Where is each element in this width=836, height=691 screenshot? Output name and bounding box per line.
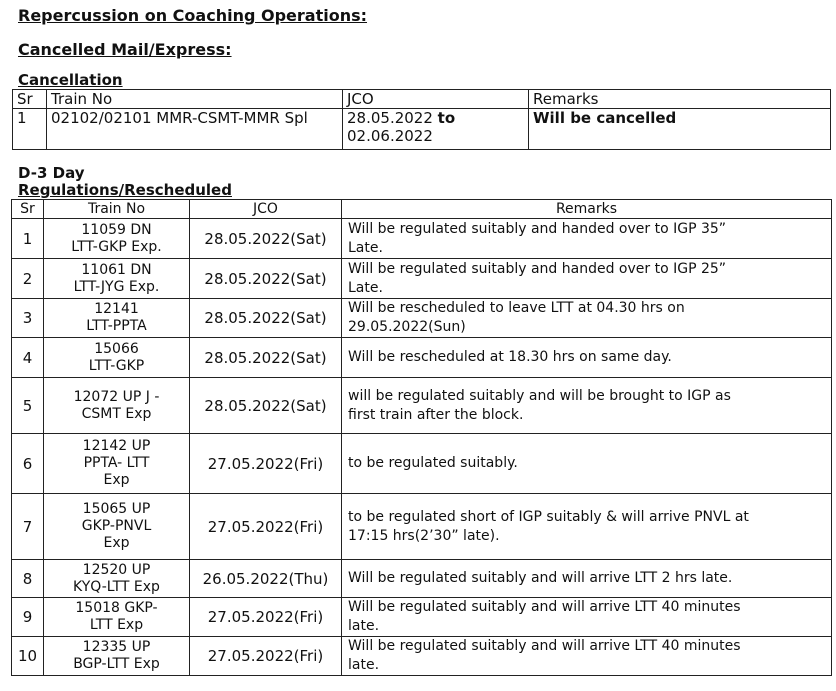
cell-sr: 7 (12, 494, 44, 560)
header-train-no: Train No (44, 200, 190, 219)
header-remarks: Remarks (529, 90, 831, 109)
cell-remarks (342, 299, 832, 338)
table-row (12, 299, 832, 338)
remarks-line: will be regulated suitably and will be brought to IGP as (348, 387, 731, 404)
header-jco: JCO (343, 90, 529, 109)
cell-jco (343, 109, 529, 150)
train-line: 12141 (94, 301, 139, 317)
train-line: KYQ-LTT Exp (73, 578, 160, 595)
cell-jco: 27.05.2022(Fri) (190, 434, 342, 494)
cell-remarks (342, 259, 832, 299)
main-heading: Repercussion on Coaching Operations: (18, 6, 368, 25)
cell-jco: 27.05.2022(Fri) (190, 637, 342, 676)
remarks-line: Will be regulated suitably and handed over to IGP 25” (348, 260, 727, 277)
cell-remarks (342, 219, 832, 259)
remarks-line: Will be regulated suitably and will arrive LTT 2 hrs late. (348, 570, 733, 586)
train-line: LTT Exp (89, 617, 144, 633)
day-heading: D-3 Day (18, 164, 85, 182)
remarks-line: Will be rescheduled at 18.30 hrs on same day. (348, 349, 672, 365)
train-line: 12072 UP J - (73, 388, 160, 405)
remarks-line: Late. (348, 239, 383, 256)
cell-sr: 2 (12, 259, 44, 299)
cell-sr: 1 (12, 219, 44, 259)
cell-train-no (44, 219, 190, 259)
regulations-table (11, 199, 832, 676)
train-line: 15066 (94, 340, 139, 357)
cell-sr: 6 (12, 434, 44, 494)
table-row (12, 434, 832, 494)
train-line: 12520 UP (82, 561, 151, 578)
table-row (12, 637, 832, 676)
remarks-line: 17:15 hrs(2’30” late). (348, 527, 500, 544)
cell-remarks (342, 598, 832, 637)
cell-train-no (44, 434, 190, 494)
train-line: 11059 DN (81, 221, 152, 238)
table-row (12, 259, 832, 299)
regulations-body (12, 219, 832, 676)
train-line: Exp (103, 472, 130, 488)
jco-from: 28.05.2022 (347, 109, 433, 127)
train-line: LTT-GKP Exp. (71, 238, 162, 255)
cell-train-no (44, 338, 190, 378)
train-line: BGP-LTT Exp (73, 656, 160, 672)
header-sr: Sr (12, 200, 44, 219)
train-line: 12142 UP (82, 438, 151, 454)
cell-jco: 27.05.2022(Fri) (190, 494, 342, 560)
table-row (12, 378, 832, 434)
table-header-row (12, 200, 832, 219)
remarks-line: Will be regulated suitably and will arrive LTT 40 minutes (348, 599, 741, 615)
cell-jco: 28.05.2022(Sat) (190, 378, 342, 434)
table-row (12, 494, 832, 560)
remarks-line: Will be regulated suitably and handed over to IGP 35” (348, 220, 727, 237)
table-row (12, 338, 832, 378)
remarks-line: Will be rescheduled to leave LTT at 04.30 hrs on (348, 300, 685, 316)
remarks-line: Will be regulated suitably and will arrive LTT 40 minutes (348, 638, 741, 654)
cell-train-no: 02102/02101 MMR-CSMT-MMR Spl (47, 109, 343, 150)
train-line: 12335 UP (82, 639, 151, 655)
train-line: GKP-PNVL (81, 518, 152, 534)
cell-remarks (342, 637, 832, 676)
table-row (12, 598, 832, 637)
cell-train-no (44, 560, 190, 598)
cell-sr: 10 (12, 637, 44, 676)
train-line: CSMT Exp (81, 405, 152, 422)
cell-jco: 26.05.2022(Thu) (190, 560, 342, 598)
cell-train-no (44, 378, 190, 434)
cell-sr: 1 (13, 109, 47, 150)
train-line: 15065 UP (82, 501, 151, 517)
jco-to-word: to (437, 109, 456, 127)
cell-remarks: Will be cancelled (529, 109, 831, 150)
train-line: LTT-JYG Exp. (73, 278, 160, 295)
cell-sr: 9 (12, 598, 44, 637)
table-row (13, 109, 831, 150)
cell-sr: 3 (12, 299, 44, 338)
section-heading: Cancelled Mail/Express: (18, 40, 232, 59)
cell-sr: 5 (12, 378, 44, 434)
regulations-heading: Regulations/Rescheduled (18, 181, 232, 199)
header-remarks: Remarks (342, 200, 832, 219)
cell-remarks (342, 560, 832, 598)
remarks-line: first train after the block. (348, 406, 524, 423)
cell-train-no (44, 598, 190, 637)
cell-remarks (342, 494, 832, 560)
remarks-line: late. (348, 618, 380, 634)
train-line: PPTA- LTT (83, 455, 150, 471)
cell-train-no (44, 494, 190, 560)
cell-train-no (44, 637, 190, 676)
cancellation-heading: Cancellation (18, 71, 123, 89)
train-line: Exp (103, 535, 130, 551)
cell-train-no (44, 299, 190, 338)
cell-jco: 28.05.2022(Sat) (190, 338, 342, 378)
remarks-line: 29.05.2022(Sun) (348, 319, 466, 335)
header-jco: JCO (190, 200, 342, 219)
cell-remarks (342, 338, 832, 378)
remarks-line: Late. (348, 279, 383, 296)
remarks-line: to be regulated suitably. (348, 455, 518, 471)
table-header-row (13, 90, 831, 109)
cell-jco: 28.05.2022(Sat) (190, 259, 342, 299)
table-row (12, 219, 832, 259)
table-row (12, 560, 832, 598)
cell-sr: 4 (12, 338, 44, 378)
cell-sr: 8 (12, 560, 44, 598)
train-line: 15018 GKP- (75, 600, 158, 616)
cell-train-no (44, 259, 190, 299)
remarks-line: late. (348, 657, 380, 673)
cell-remarks (342, 378, 832, 434)
train-line: 11061 DN (81, 261, 152, 278)
header-sr: Sr (13, 90, 47, 109)
header-train-no: Train No (47, 90, 343, 109)
remarks-line: to be regulated short of IGP suitably & will arrive PNVL at (348, 508, 749, 525)
train-line: LTT-GKP (88, 357, 145, 374)
cell-jco: 28.05.2022(Sat) (190, 299, 342, 338)
cell-jco: 28.05.2022(Sat) (190, 219, 342, 259)
train-line: LTT-PPTA (86, 318, 147, 334)
cancellation-table (12, 89, 831, 150)
cell-jco: 27.05.2022(Fri) (190, 598, 342, 637)
jco-to: 02.06.2022 (347, 127, 433, 145)
cell-remarks (342, 434, 832, 494)
